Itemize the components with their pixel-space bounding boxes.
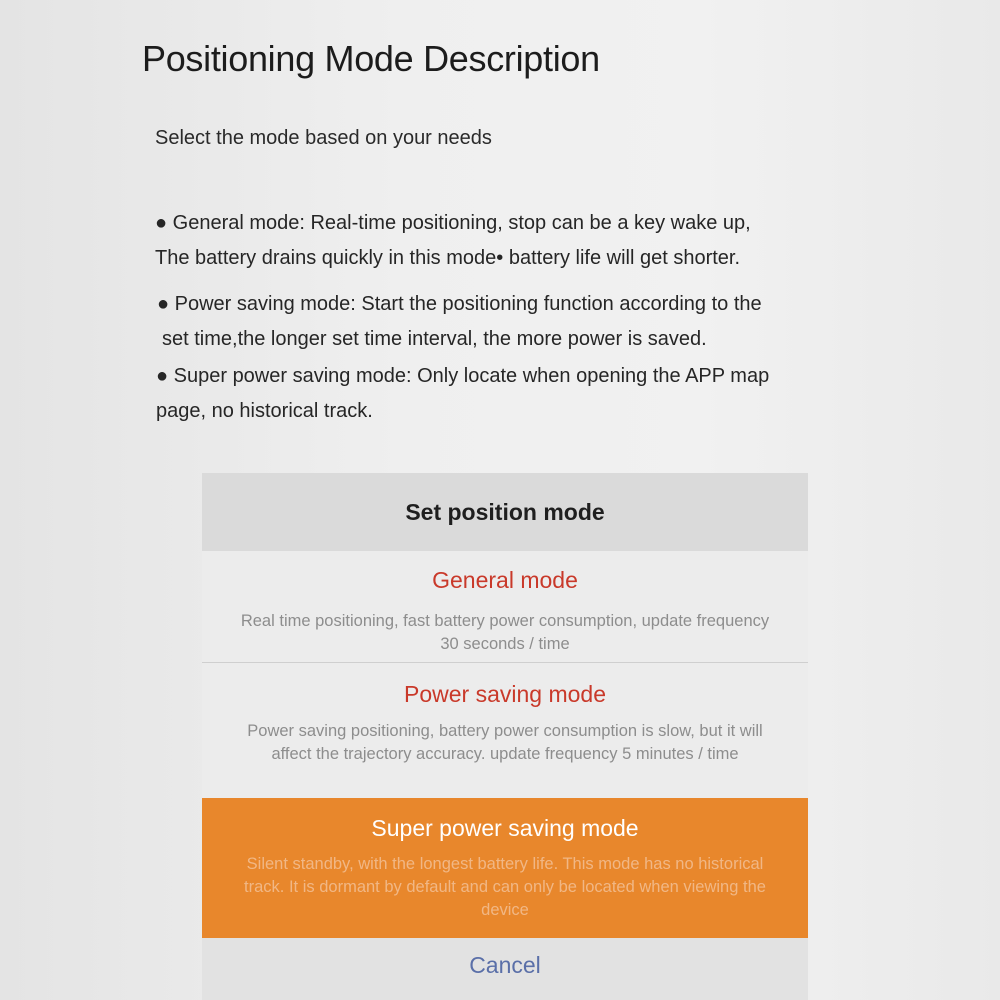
sheet-header xyxy=(202,473,808,551)
bullet-general-mode xyxy=(155,206,751,276)
option-general-mode[interactable] xyxy=(202,551,808,663)
set-position-mode-sheet xyxy=(202,473,808,1000)
sheet-title: Set position mode xyxy=(405,498,605,525)
option-super-power-saving-mode[interactable] xyxy=(202,798,808,938)
cancel-label: Cancel xyxy=(469,951,541,978)
intro-text: Select the mode based on your needs xyxy=(155,127,492,149)
option-title: Super power saving mode xyxy=(371,815,639,841)
cancel-button[interactable] xyxy=(202,938,808,1000)
bullet-super-power-saving-mode xyxy=(156,359,769,429)
option-title: General mode xyxy=(432,567,578,593)
bullet-line: set time,the longer set time interval, the more power is saved. xyxy=(162,328,707,350)
option-description: Silent standby, with the longest battery life. This mode has no historical track. It is dormant by default and can only be located when viewing the device xyxy=(244,855,766,919)
page-title: Positioning Mode Description xyxy=(142,38,600,79)
option-description: Real time positioning, fast battery power consumption, update frequency 30 seconds / time xyxy=(240,612,770,653)
bullet-line: The battery drains quickly in this mode• battery life will get shorter. xyxy=(155,247,741,269)
bullet-power-saving-mode xyxy=(157,287,762,357)
bullet-line: ● Super power saving mode: Only locate when opening the APP map xyxy=(156,365,770,387)
bullet-line: ● General mode: Real-time positioning, stop can be a key wake up, xyxy=(155,212,751,234)
option-title: Power saving mode xyxy=(404,681,606,707)
option-description: Power saving positioning, battery power consumption is slow, but it will affect the trajectory accuracy. update frequency 5 minutes / time xyxy=(247,722,763,763)
option-power-saving-mode[interactable] xyxy=(202,664,808,798)
bullet-line: page, no historical track. xyxy=(156,400,373,422)
bullet-line: ● Power saving mode: Start the positioning function according to the xyxy=(157,293,762,315)
